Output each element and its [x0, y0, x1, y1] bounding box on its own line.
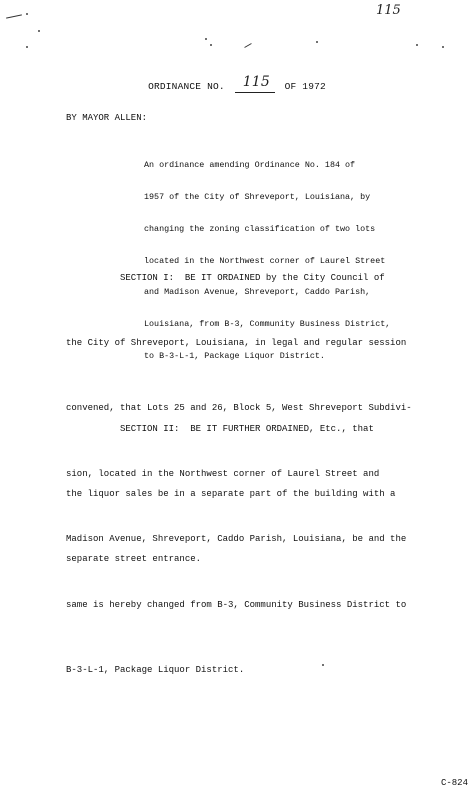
scan-speck: [210, 44, 212, 46]
scan-speck: [322, 664, 324, 666]
section-2-line: SECTION II: BE IT FURTHER ORDAINED, Etc., that: [66, 423, 374, 434]
section-1-line: the City of Shreveport, Louisiana, in legal and regular session: [66, 337, 407, 348]
section-1-line: Madison Avenue, Shreveport, Caddo Parish, Louisiana, be and the: [66, 534, 407, 545]
scan-marks: [0, 0, 474, 60]
section-2: [66, 375, 395, 593]
ordinance-year: OF 1972: [284, 81, 326, 92]
section-1-line: same is hereby changed from B-3, Community Business District to: [66, 599, 407, 610]
summary-line: located in the Northwest corner of Laurel Street: [144, 255, 386, 266]
scan-speck: [205, 38, 207, 40]
section-1-line: convened, that Lots 25 and 26, Block 5, West Shreveport Subdivi-: [66, 403, 412, 414]
scan-mark: [244, 43, 251, 48]
scan-speck: [442, 46, 444, 48]
scan-speck: [38, 30, 40, 32]
scan-mark: [6, 14, 22, 18]
summary-line: 1957 of the City of Shreveport, Louisiana, by: [144, 191, 371, 202]
ordinance-number-handwritten: 115: [242, 74, 271, 90]
section-1-line: SECTION I: BE IT ORDAINED by the City Council of: [66, 272, 385, 283]
handwritten-page-number: 115: [376, 3, 401, 18]
summary-line: An ordinance amending Ordinance No. 184 of: [144, 160, 356, 171]
section-1-line: sion, located in the Northwest corner of Laurel Street and: [66, 468, 380, 479]
section-2-line: separate street entrance.: [66, 554, 202, 565]
ordinance-prefix: ORDINANCE NO.: [148, 81, 225, 92]
scan-speck: [26, 13, 28, 15]
introduced-by: BY MAYOR ALLEN:: [66, 113, 148, 123]
scan-speck: [26, 46, 28, 48]
summary-line: Louisiana, from B-3, Community Business District,: [144, 319, 391, 330]
ordinance-number-field: [235, 74, 275, 93]
ordinance-title: [0, 74, 474, 93]
summary-line: changing the zoning classification of two lots: [144, 223, 376, 234]
summary-line: and Madison Avenue, Shreveport, Caddo Parish,: [144, 287, 371, 298]
section-1-line: B-3-L-1, Package Liquor District.: [66, 664, 245, 675]
document-code: C-824: [440, 778, 468, 788]
scan-speck: [416, 44, 418, 46]
summary-line: to B-3-L-1, Package Liquor District.: [144, 350, 325, 361]
scan-speck: [316, 41, 318, 43]
section-2-line: the liquor sales be in a separate part of the building with a: [66, 488, 396, 499]
